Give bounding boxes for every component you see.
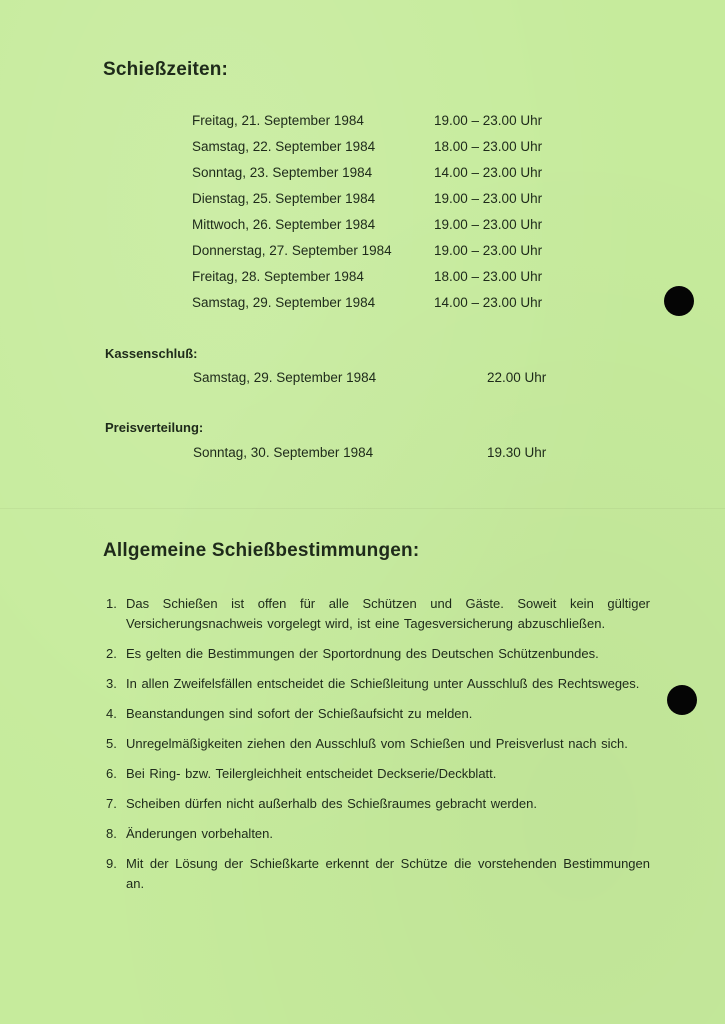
rule-number: 1. bbox=[106, 596, 117, 611]
schedule-time: 18.00 – 23.00 Uhr bbox=[434, 139, 543, 154]
rule-item bbox=[106, 854, 650, 894]
punch-hole-icon bbox=[664, 286, 694, 316]
rule-number: 4. bbox=[106, 706, 117, 721]
schedule-date: Freitag, 28. September 1984 bbox=[192, 269, 364, 284]
rule-number: 8. bbox=[106, 826, 117, 841]
heading-preisverteilung: Preisverteilung: bbox=[105, 420, 204, 435]
preisverteilung-date: Sonntag, 30. September 1984 bbox=[193, 445, 374, 460]
rule-item bbox=[106, 764, 650, 784]
schedule-time: 19.00 – 23.00 Uhr bbox=[434, 243, 543, 258]
rule-number: 3. bbox=[106, 676, 117, 691]
rule-item bbox=[106, 594, 650, 634]
rule-text: In allen Zweifelsfällen entscheidet die Schießleitung unter Ausschluß des Rechtsweges. bbox=[126, 676, 640, 691]
schedule-date: Freitag, 21. September 1984 bbox=[192, 113, 364, 128]
rule-item bbox=[106, 794, 650, 814]
schedule-date: Samstag, 29. September 1984 bbox=[192, 295, 376, 310]
rule-item bbox=[106, 674, 650, 694]
rule-number: 9. bbox=[106, 856, 117, 871]
rule-text: Scheiben dürfen nicht außerhalb des Schießraumes gebracht werden. bbox=[126, 796, 537, 811]
paper-fold-line bbox=[0, 508, 725, 509]
rule-item bbox=[106, 824, 650, 844]
rule-text: Beanstandungen sind sofort der Schießaufsicht zu melden. bbox=[126, 706, 473, 721]
rule-number: 6. bbox=[106, 766, 117, 781]
rule-text: Mit der Lösung der Schießkarte erkennt der Schütze die vorstehenden Bestimmungen an. bbox=[126, 856, 650, 891]
schedule-time: 19.00 – 23.00 Uhr bbox=[434, 191, 543, 206]
schedule-date: Mittwoch, 26. September 1984 bbox=[192, 217, 376, 232]
kassenschluss-date: Samstag, 29. September 1984 bbox=[193, 370, 377, 385]
rule-number: 7. bbox=[106, 796, 117, 811]
schedule-date: Sonntag, 23. September 1984 bbox=[192, 165, 373, 180]
schedule-time: 19.00 – 23.00 Uhr bbox=[434, 113, 543, 128]
punch-hole-icon bbox=[667, 685, 697, 715]
schedule-time: 14.00 – 23.00 Uhr bbox=[434, 295, 543, 310]
schedule-time: 18.00 – 23.00 Uhr bbox=[434, 269, 543, 284]
preisverteilung-time: 19.30 Uhr bbox=[487, 445, 547, 460]
heading-schiesszeiten: Schießzeiten: bbox=[103, 59, 229, 80]
rule-text: Unregelmäßigkeiten ziehen den Ausschluß vom Schießen und Preisverlust nach sich. bbox=[126, 736, 628, 751]
heading-kassenschluss: Kassenschluß: bbox=[105, 346, 198, 361]
heading-allgemeine-schiessbestimmungen: Allgemeine Schießbestimmungen: bbox=[103, 540, 420, 561]
rule-text: Es gelten die Bestimmungen der Sportordnung des Deutschen Schützenbundes. bbox=[126, 646, 599, 661]
rule-text: Bei Ring- bzw. Teilergleichheit entscheidet Deckserie/Deckblatt. bbox=[126, 766, 497, 781]
rule-text: Änderungen vorbehalten. bbox=[126, 826, 274, 841]
rule-number: 5. bbox=[106, 736, 117, 751]
rules-list bbox=[106, 594, 650, 904]
schedule-time: 14.00 – 23.00 Uhr bbox=[434, 165, 543, 180]
rule-item bbox=[106, 704, 650, 724]
rule-number: 2. bbox=[106, 646, 117, 661]
schedule-time: 19.00 – 23.00 Uhr bbox=[434, 217, 543, 232]
rule-text: Das Schießen ist offen für alle Schützen und Gäste. Soweit kein gültiger Versicherungsnachweis vorgelegt wird, ist eine Tagesversicherung abzuschließen. bbox=[126, 596, 650, 631]
kassenschluss-time: 22.00 Uhr bbox=[487, 370, 547, 385]
rule-item bbox=[106, 734, 650, 754]
schedule-date: Samstag, 22. September 1984 bbox=[192, 139, 376, 154]
schedule-date: Donnerstag, 27. September 1984 bbox=[192, 243, 392, 258]
schedule-date: Dienstag, 25. September 1984 bbox=[192, 191, 376, 206]
rule-item bbox=[106, 644, 650, 664]
